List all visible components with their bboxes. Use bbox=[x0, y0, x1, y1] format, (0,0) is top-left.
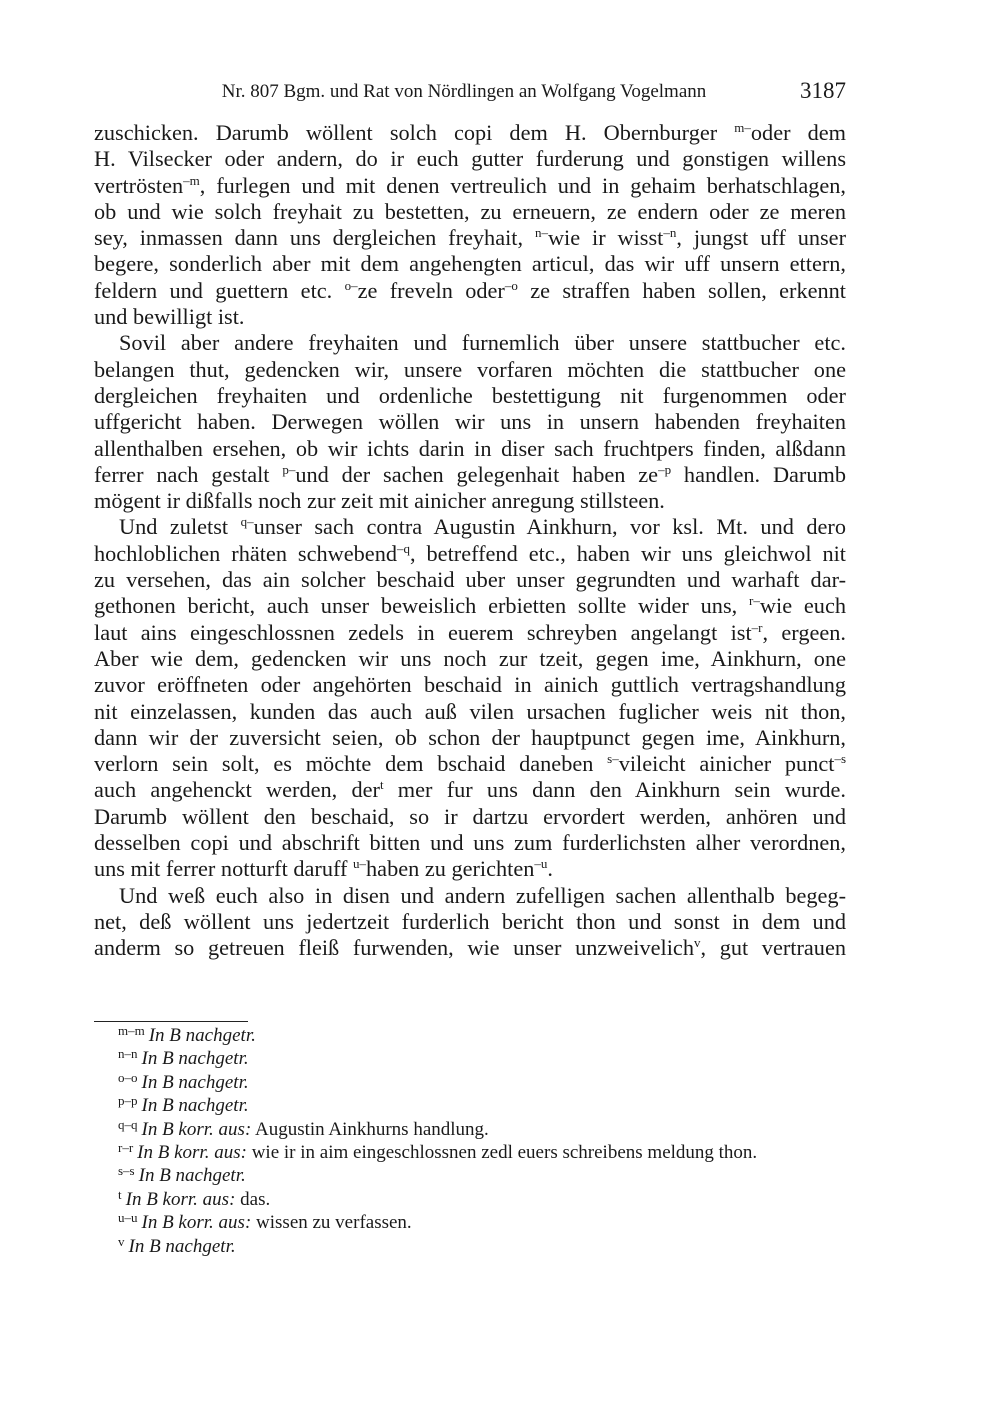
footnote-reference: r– bbox=[749, 593, 760, 609]
text-line: Und zuletst $^{q-}$unser sach contra Augustin Ainkhurn, vor ksl. Mt. und dero bbox=[119, 514, 846, 540]
paragraph bbox=[94, 120, 846, 330]
text-line: auch angehenckt werden, der$^t$ mer fur uns dann den Ainkhurn sein wurde. bbox=[94, 777, 846, 803]
footnote-editorial-note: In B nachgetr. bbox=[141, 1048, 249, 1070]
footnote-editorial-note: In B nachgetr. bbox=[141, 1095, 249, 1117]
footnote-marker: v bbox=[118, 1233, 125, 1249]
text-line: ob und wie solch freyhait zu bestetten, zu erneuern, ze endern oder ze meren bbox=[94, 198, 846, 224]
text-line: begere, sonderlich aber mit dem angehengten articul, das wir uff unsern ettern, bbox=[94, 251, 846, 277]
footnote-reference: –r bbox=[751, 619, 763, 635]
footnote bbox=[118, 1165, 757, 1188]
footnote-marker: o–o bbox=[118, 1069, 138, 1085]
text-line: allenthalben ersehen, ob wir ichts darin in diser sach fruchtpers finden, alßdann bbox=[94, 435, 846, 461]
main-text bbox=[94, 120, 846, 962]
footnote-reference: s– bbox=[607, 751, 619, 767]
footnote-reference: –p bbox=[658, 461, 672, 477]
footnote bbox=[118, 1186, 757, 1212]
footnote-editorial-note: In B nachgetr. bbox=[138, 1165, 246, 1187]
footnote-reference: o– bbox=[344, 277, 358, 293]
footnote-editorial-note: In B korr. aus: bbox=[137, 1142, 247, 1164]
text-line: ferrer nach gestalt $^{p-}$und der sachen gelegenhait haben $ze^{-p}$ handlen. Darumb bbox=[94, 461, 847, 487]
text-line: Darumb wöllent den beschaid, so ir dartzu ervordert werden, anhören und bbox=[94, 803, 846, 829]
footnote-editorial-note: In B nachgetr. bbox=[141, 1071, 249, 1093]
text-line: vertrösten$^{-m}$, furlegen und mit denen vertreulich und in gehaim berhatschlagen, bbox=[94, 172, 846, 198]
footnote-reference: –o bbox=[504, 277, 518, 293]
text-line: gethonen bericht, auch unser beweislich erbietten sollte wider uns, $^{r-}$wie euch bbox=[94, 593, 847, 619]
page-number: 3187 bbox=[800, 78, 846, 103]
text-line: Aber wie dem, gedencken wir uns noch zur tzeit, gegen ime, Ainkhurn, one bbox=[94, 645, 846, 671]
paragraph bbox=[94, 330, 846, 514]
text-line: Und weß euch also in disen und andern zufelligen sachen allenthalb begeg- bbox=[119, 882, 846, 908]
text-line: dergleichen freyhaiten und ordenliche bestettigung nit furgenommen oder bbox=[94, 382, 846, 408]
text-line: nit einzelassen, kunden das auch auß vilen ursachen fuglicher weis nit thon, bbox=[94, 698, 846, 724]
text-line: laut ains eingeschlossnen zedels in euerem schreyben angelangt ist$^{-r}$, ergeen. bbox=[94, 619, 846, 645]
footnote-editorial-note: In B nachgetr. bbox=[128, 1235, 236, 1257]
text-line: net, deß wöllent uns jedertzeit furderlich bericht thon und sonst in dem und bbox=[94, 908, 846, 934]
text-line: dann wir der zuversicht seien, ob schon der hauptpunct gegen ime, Ainkhurn, bbox=[94, 724, 846, 750]
footnote bbox=[118, 1142, 757, 1165]
page-header bbox=[94, 78, 846, 108]
text-line: zu versehen, das ain solcher beschaid uber unser gegrundten und warhaft dar- bbox=[94, 567, 846, 593]
footnote bbox=[118, 1025, 757, 1048]
footnote-editorial-note: In B korr. aus: bbox=[125, 1188, 236, 1210]
text-line: hochloblichen rhäten schwebend$^{-q}$, betreffend etc., haben wir uns gleichwol nit bbox=[94, 540, 847, 566]
footnote-reference: t bbox=[379, 777, 384, 793]
text-line: sey, inmassen dann uns dergleichen freyhait, $^{n-}$wie ir wisst$^{-n}$, jungst uff unser bbox=[94, 225, 846, 251]
text-line: zuschicken. Darumb wöllent solch copi dem H. Obernburger $^{m-}$oder dem bbox=[94, 120, 846, 145]
footnote-reference: v bbox=[693, 935, 701, 951]
footnotes bbox=[118, 1025, 757, 1259]
footnote-text: wissen zu verfassen. bbox=[251, 1212, 412, 1234]
footnote-reference: –m bbox=[183, 172, 200, 188]
footnote-reference: –q bbox=[397, 540, 410, 556]
footnote-marker: q–q bbox=[118, 1116, 138, 1132]
footnote-reference: m– bbox=[734, 120, 751, 135]
footnote-marker: n–n bbox=[118, 1046, 138, 1062]
footnote-reference: –n bbox=[663, 225, 677, 241]
footnote bbox=[118, 1048, 757, 1071]
text-line: feldern und guettern etc. $^{o-}$ze freveln oder$^{-o}$ ze straffen haben sollen, erkennt bbox=[94, 277, 846, 303]
paragraph bbox=[94, 514, 846, 882]
footnote-text: das. bbox=[235, 1188, 271, 1210]
text-line: uns mit ferrer notturft daruff $^{u-}$haben zu gerichten$^{-u}$. bbox=[94, 856, 553, 882]
footnote-reference: p– bbox=[282, 461, 296, 477]
footnote-reference: u– bbox=[353, 856, 367, 872]
footnote-reference: –u bbox=[534, 856, 548, 872]
text-line: mögent ir dißfalls noch zur zeit mit ainicher anregung stillsteen. bbox=[94, 488, 665, 514]
footnote-editorial-note: In B nachgetr. bbox=[148, 1025, 256, 1046]
text-line: zuvor eröffneten oder angehörten beschaid in ainich guttlich vertragshandlung bbox=[94, 672, 846, 698]
footnote bbox=[118, 1212, 757, 1235]
footnote-marker: u–u bbox=[118, 1210, 138, 1226]
footnote bbox=[118, 1095, 757, 1118]
footnote-reference: –s bbox=[834, 751, 847, 767]
footnote-marker: r–r bbox=[118, 1140, 134, 1156]
text-line: verlorn sein solt, es möchte dem bschaid daneben $^{s-}$vileicht ainicher punct$^{-s}$ bbox=[94, 751, 847, 777]
footnote-text: wie ir in aim eingeschlossnen zedl euers schreibens meldung thon. bbox=[246, 1142, 758, 1164]
footnote-marker: p–p bbox=[118, 1093, 138, 1109]
footnote-reference: n– bbox=[534, 225, 548, 241]
text-line: und bewilligt ist. bbox=[94, 304, 245, 330]
footnote-reference: q– bbox=[240, 514, 254, 530]
footnote-editorial-note: In B korr. aus: bbox=[141, 1118, 252, 1140]
text-line: H. Vilsecker oder andern, do ir euch gutter furderung und gonstigen willens bbox=[94, 146, 846, 172]
text-line: anderm so getreuen fleiß furwenden, wie unser unzweivelich$^v$, gut vertrauen bbox=[94, 935, 846, 961]
footnote bbox=[118, 1069, 757, 1095]
footnote-editorial-note: In B korr. aus: bbox=[141, 1212, 252, 1234]
footnote-marker: s–s bbox=[118, 1163, 135, 1179]
text-line: desselben copi und abschrift bitten und uns zum furderlichsten alher verordnen, bbox=[94, 830, 846, 856]
footnote bbox=[118, 1116, 757, 1142]
text-line: belangen thut, gedencken wir, unsere vorfaren möchten die stattbucher one bbox=[94, 356, 846, 382]
footnote-divider bbox=[94, 1021, 248, 1022]
text-line: uffgericht haben. Derwegen wöllen wir uns in unsern habenden freyhaiten bbox=[94, 409, 846, 435]
footnote-text: Augustin Ainkhurns handlung. bbox=[251, 1118, 489, 1140]
paragraph bbox=[94, 883, 846, 962]
running-title bbox=[94, 81, 846, 103]
footnote-marker: t bbox=[118, 1186, 122, 1202]
running-title-text: Nr. 807 Bgm. und Rat von Nördlingen an Wolfgang Vogelmann bbox=[221, 81, 707, 102]
footnote bbox=[118, 1233, 757, 1259]
text-line: Sovil aber andere freyhaiten und furnemlich über unsere stattbucher etc. bbox=[119, 330, 846, 356]
footnote-marker: m–m bbox=[118, 1023, 145, 1038]
